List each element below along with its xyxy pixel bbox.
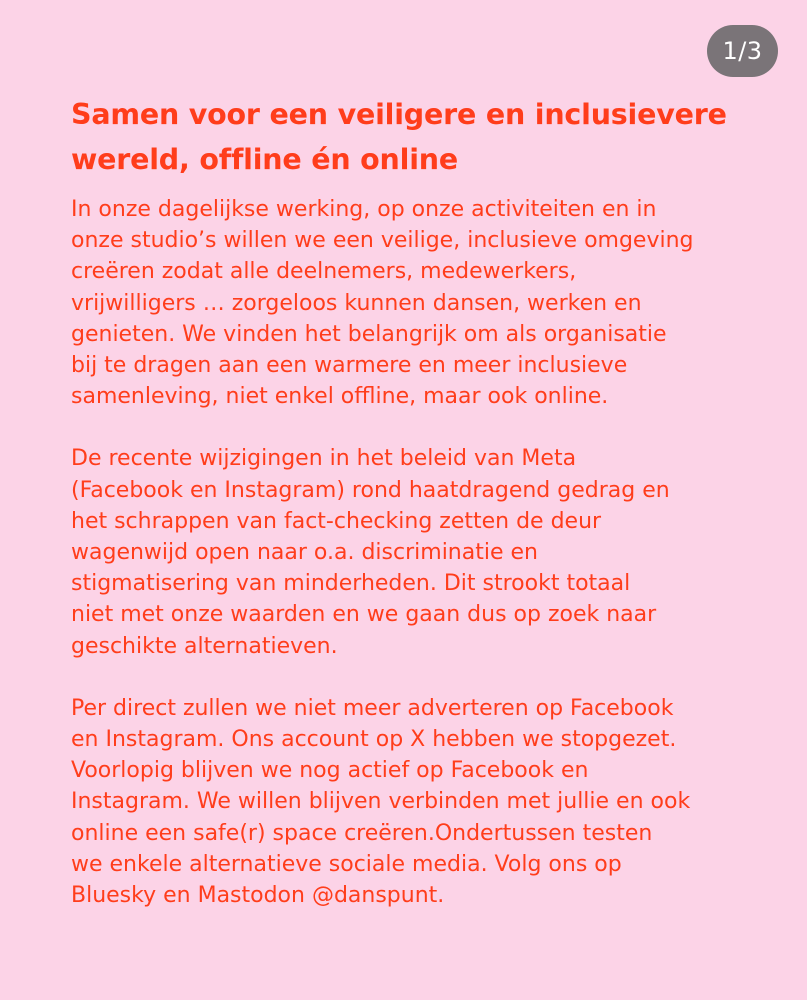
body-line: stigmatisering van minderheden. Dit strookt totaal (71, 571, 631, 597)
body-line: (Facebook en Instagram) rond haatdragend gedrag en (71, 477, 670, 503)
body-line: we enkele alternatieve sociale media. Volg ons op (71, 851, 622, 877)
post-title-line: Samen voor een veiligere en inclusievere (71, 98, 727, 131)
body-line: onze studio’s willen we een veilige, inclusieve omgeving (71, 228, 694, 254)
post-paragraph-safety (71, 194, 751, 412)
body-line: en Instagram. Ons account op X hebben we stopgezet. (71, 727, 677, 753)
slide-counter-label: 1/3 (722, 37, 763, 65)
body-line: Voorlopig blijven we nog actief op Facebook en (71, 758, 589, 784)
body-line: wagenwijd open naar o.a. discriminatie en (71, 540, 538, 566)
post-paragraph-alternatives (71, 693, 751, 911)
post-title-line: wereld, offline én online (71, 143, 458, 176)
body-line: Instagram. We willen blijven verbinden met jullie en ook (71, 789, 691, 815)
post-paragraph-meta-policy (71, 443, 751, 661)
post-title (71, 92, 751, 182)
body-line: bij te dragen aan een warmere en meer inclusieve (71, 353, 628, 379)
body-line: geschikte alternatieven. (71, 633, 338, 659)
post-body (71, 194, 751, 911)
slide-counter-badge (707, 25, 778, 77)
body-line: het schrappen van fact-checking zetten de deur (71, 508, 602, 534)
body-line: niet met onze waarden en we gaan dus op zoek naar (71, 602, 657, 628)
body-line: vrijwilligers … zorgeloos kunnen dansen, werken en (71, 290, 642, 316)
body-line: online een safe(r) space creëren.Ondertussen testen (71, 820, 653, 846)
body-line: In onze dagelijkse werking, op onze activiteiten en in (71, 197, 657, 222)
body-line: Bluesky en Mastodon @danspunt. (71, 883, 445, 909)
body-line: genieten. We vinden het belangrijk om als organisatie (71, 321, 667, 347)
body-line: samenleving, niet enkel offline, maar ook online. (71, 384, 609, 410)
body-line: De recente wijzigingen in het beleid van Meta (71, 446, 577, 472)
post-content (71, 92, 751, 911)
body-line: creëren zodat alle deelnemers, medewerkers, (71, 259, 577, 285)
body-line: Per direct zullen we niet meer adverteren op Facebook (71, 695, 674, 721)
